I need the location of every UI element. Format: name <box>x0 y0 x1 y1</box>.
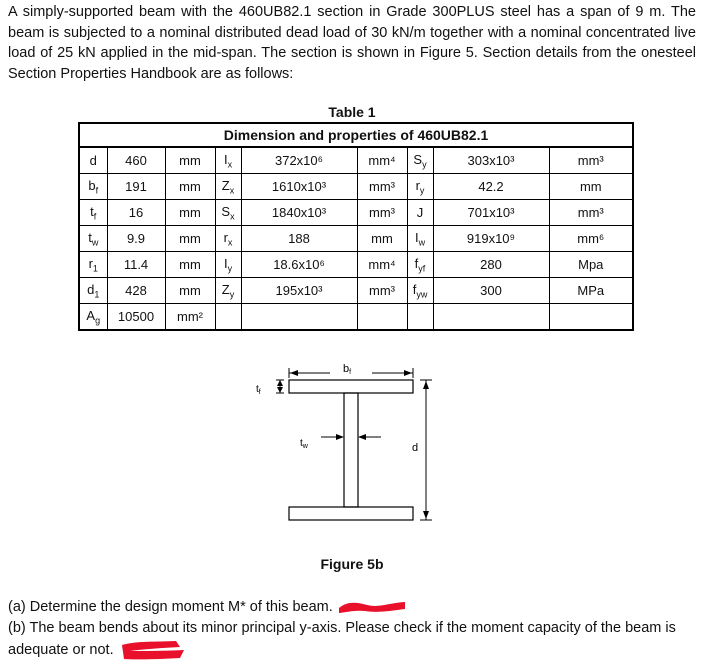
bottom-flange <box>289 507 413 520</box>
cell-u1: mm <box>165 226 215 252</box>
cell-s1: $t_w$ <box>79 226 107 252</box>
label-tw: $t_w$ <box>300 438 308 450</box>
cell-u2: mm <box>357 226 407 252</box>
cell-s2: $Z_x$ <box>215 174 241 200</box>
cell-s3: $r_y$ <box>407 174 433 200</box>
cell-v1: 10500 <box>107 304 165 331</box>
cell-v2: 1840x10³ <box>241 200 357 226</box>
cell-u2: mm³ <box>357 174 407 200</box>
cell-u3: mm³ <box>549 147 633 174</box>
cell-v3: 280 <box>433 252 549 278</box>
cell-u2: mm⁴ <box>357 147 407 174</box>
cell-v3: 919x10⁹ <box>433 226 549 252</box>
cell-u1: mm <box>165 147 215 174</box>
question-a <box>8 597 698 618</box>
cell-s2: $r_x$ <box>215 226 241 252</box>
question-a-text: (a) Determine the design moment M* of this beam. <box>8 599 333 615</box>
cell-u2: mm³ <box>357 278 407 304</box>
cell-u3: mm⁶ <box>549 226 633 252</box>
cell-v2: 195x10³ <box>241 278 357 304</box>
cell-v2: 188 <box>241 226 357 252</box>
cell-v1: 9.9 <box>107 226 165 252</box>
question-b-text: (b) The beam bends about its minor principal y-axis. Please check if the moment capacity of the beam is adequate or not. <box>8 620 676 658</box>
cell-s1: $t_f$ <box>79 200 107 226</box>
top-flange <box>289 380 413 393</box>
cell-s2: $S_x$ <box>215 200 241 226</box>
cell-s3: J <box>407 200 433 226</box>
cell-s3: $f_{yw}$ <box>407 278 433 304</box>
cell-s1: d <box>79 147 107 174</box>
cell-s2: $I_y$ <box>215 252 241 278</box>
cell-s3: $S_y$ <box>407 147 433 174</box>
cell-v1: 16 <box>107 200 165 226</box>
cell-u1: mm <box>165 252 215 278</box>
cell-v3: 303x10³ <box>433 147 549 174</box>
label-tf: $t_f$ <box>256 384 261 396</box>
table-label: Table 1 <box>328 104 376 120</box>
cell-s2: $I_x$ <box>215 147 241 174</box>
cell-u1: mm <box>165 200 215 226</box>
cell-s1: $b_f$ <box>79 174 107 200</box>
figure-caption: Figure 5b <box>320 556 384 572</box>
cell-u3: Mpa <box>549 252 633 278</box>
label-bf: bf <box>343 363 352 376</box>
redaction-scribble <box>337 599 409 615</box>
web <box>344 393 358 507</box>
cell-u3: MPa <box>549 278 633 304</box>
table-heading: Dimension and properties of 460UB82.1 <box>79 123 633 147</box>
cell-v3: 42.2 <box>433 174 549 200</box>
cell-v3: 300 <box>433 278 549 304</box>
redaction-scribble <box>118 639 188 661</box>
cell-u3: mm <box>549 174 633 200</box>
cell-v3: 701x10³ <box>433 200 549 226</box>
cell-s1: $d_1$ <box>79 278 107 304</box>
cell-v2: 372x10⁶ <box>241 147 357 174</box>
cell-v1: 428 <box>107 278 165 304</box>
cell-s3: $f_{yf}$ <box>407 252 433 278</box>
cell-v1: 191 <box>107 174 165 200</box>
cell-v1: 460 <box>107 147 165 174</box>
cell-s3: $I_w$ <box>407 226 433 252</box>
label-d: d <box>412 442 419 454</box>
cell-u2: mm³ <box>357 200 407 226</box>
cell-s1: $r_1$ <box>79 252 107 278</box>
cell-u1: mm² <box>165 304 215 331</box>
cell-s1: $A_g$ <box>79 304 107 331</box>
problem-statement: A simply-supported beam with the 460UB82.1 section in Grade 300PLUS steel has a span of 9 m. The beam is subjected to a nominal distributed dead load of 30 kN/m together with a nominal concentrated live load of 25 kN applied in the mid-span. The section is shown in Figure 5. Section details from the onesteel Section Properties Handbook are as follows: <box>8 4 696 82</box>
cell-u3: mm³ <box>549 200 633 226</box>
cell-u1: mm <box>165 174 215 200</box>
cell-u2: mm⁴ <box>357 252 407 278</box>
cell-s2: $Z_y$ <box>215 278 241 304</box>
cell-u1: mm <box>165 278 215 304</box>
question-b <box>8 618 698 661</box>
d-dimension <box>420 380 432 520</box>
cell-v1: 11.4 <box>107 252 165 278</box>
cell-v2: 18.6x10⁶ <box>241 252 357 278</box>
cell-v2: 1610x10³ <box>241 174 357 200</box>
